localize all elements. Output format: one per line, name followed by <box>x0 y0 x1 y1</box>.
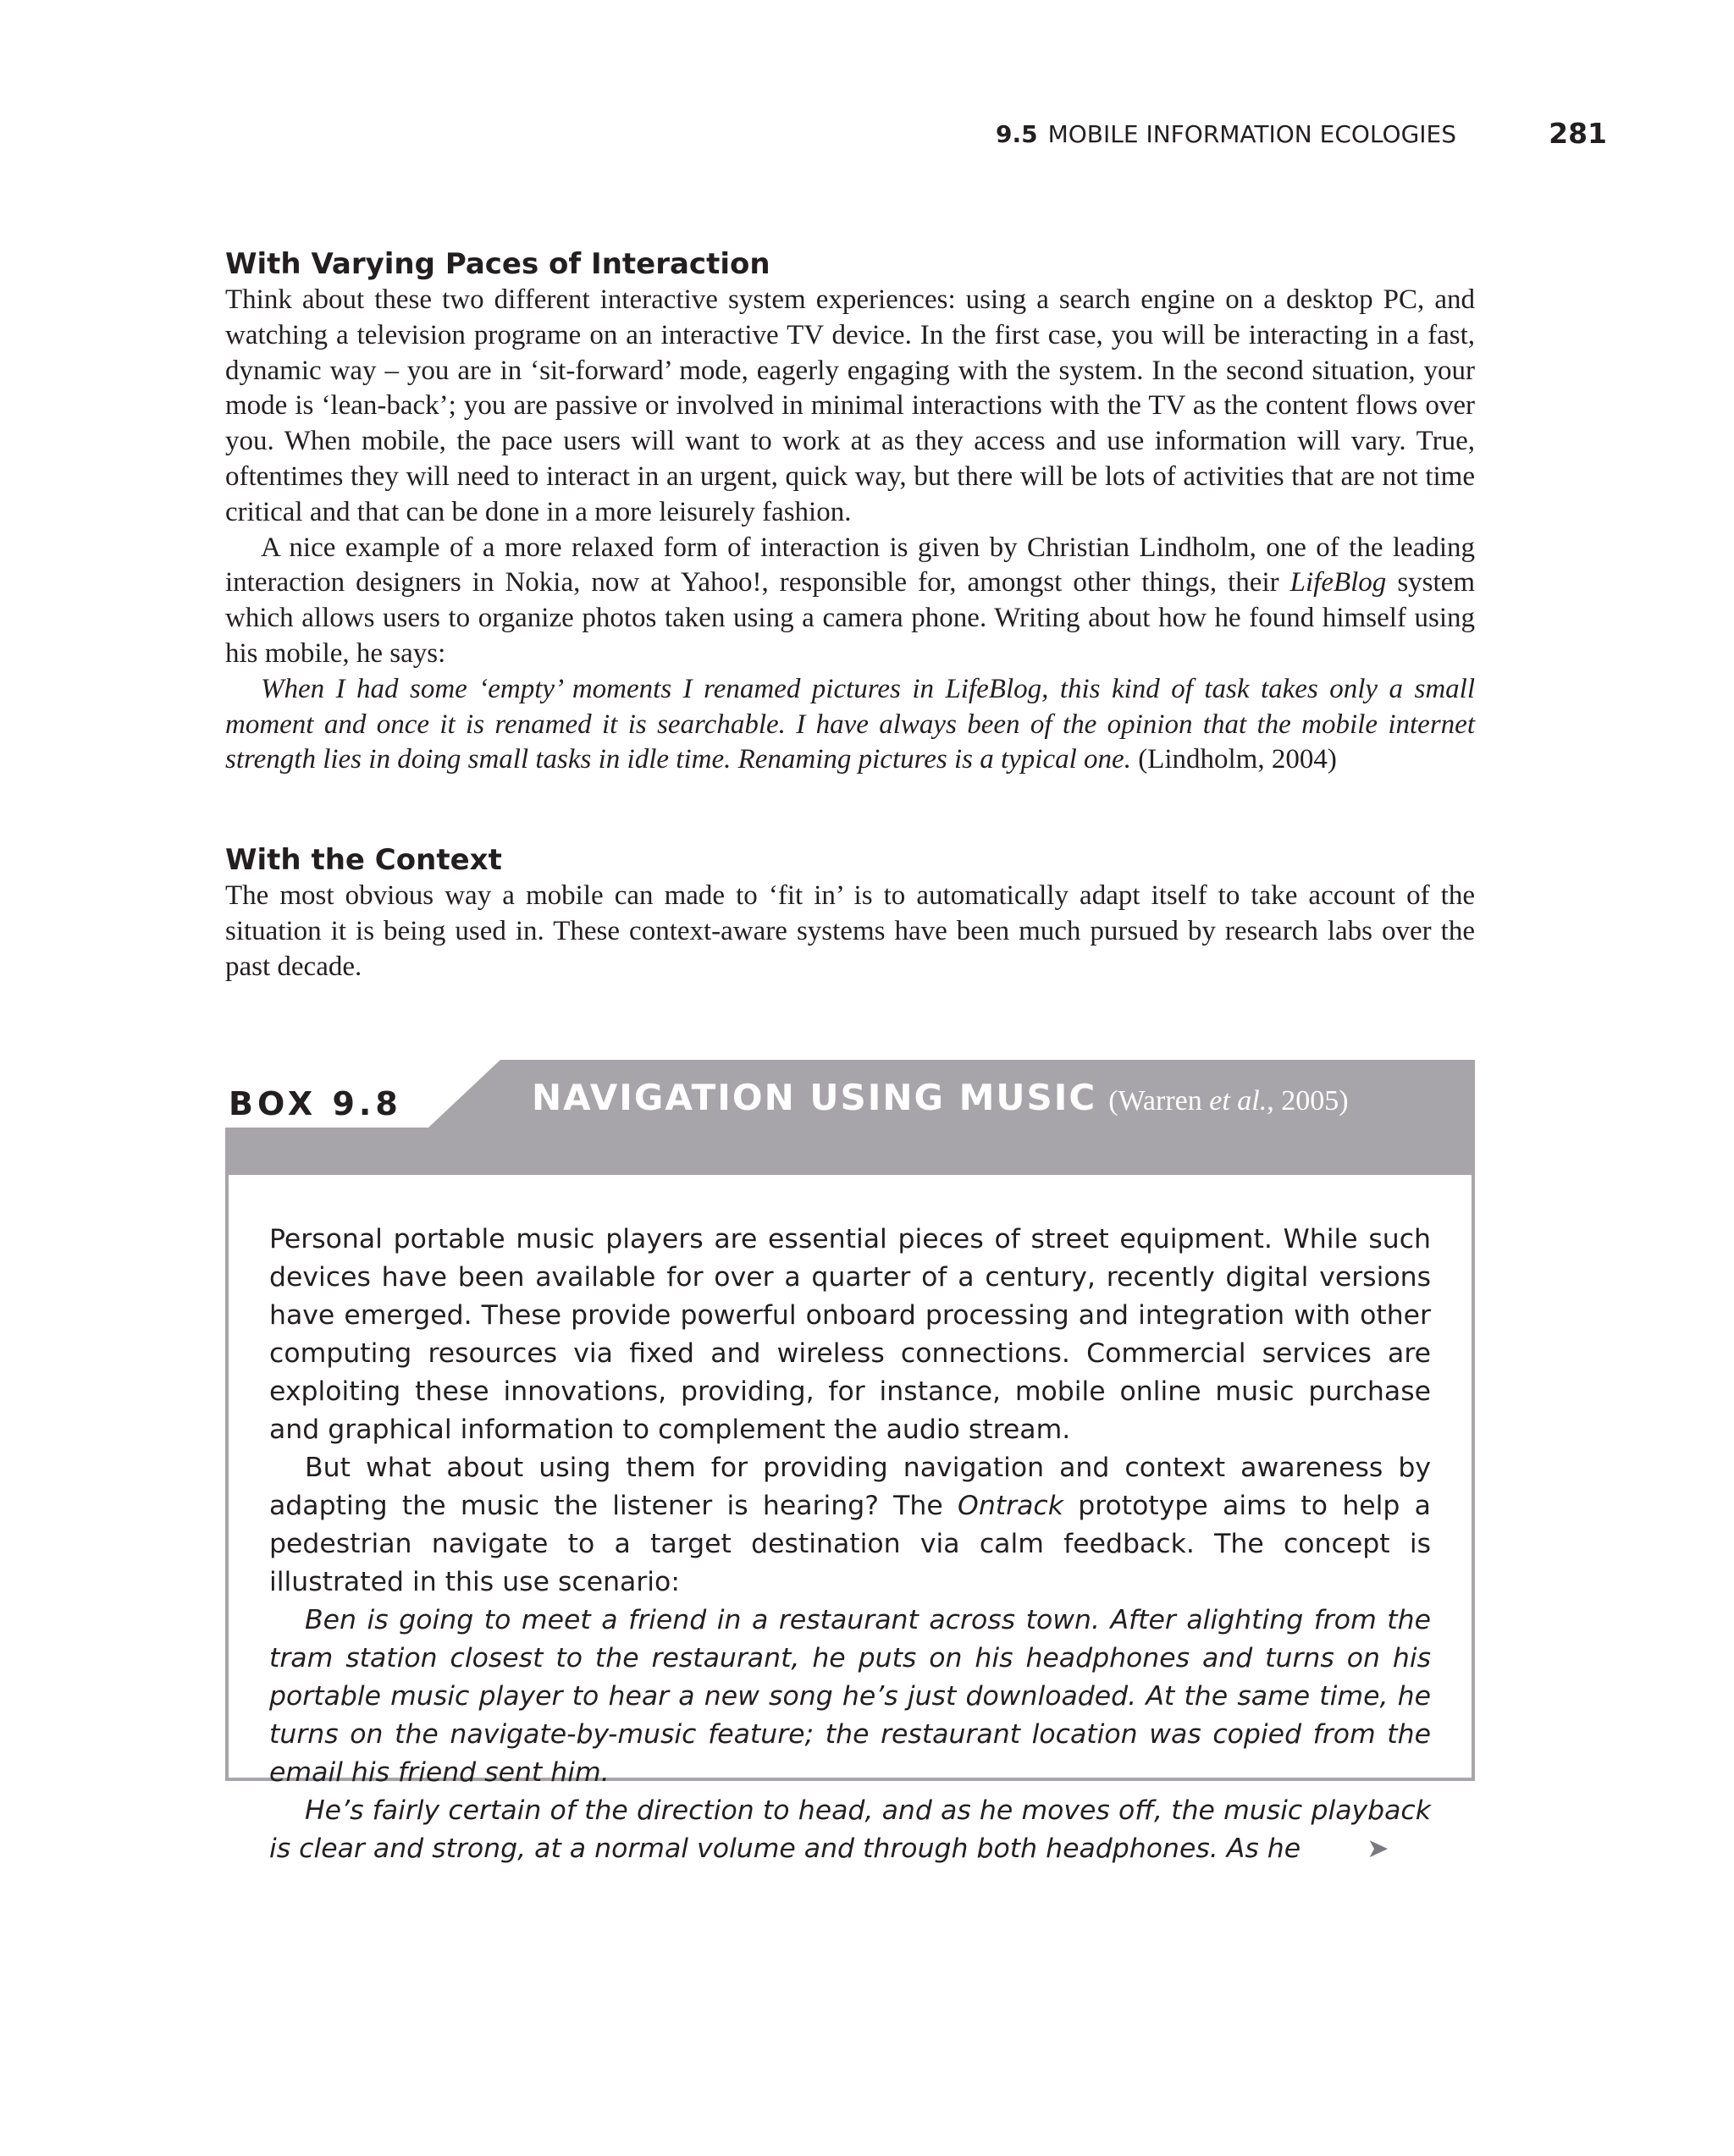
paragraph: The most obvious way a mobile can made to ‘fit in’ is to automatically adapt itself to take account of the situation it is being used in. These context-aware systems have been much pursued by research labs over the past decade. <box>225 880 1475 982</box>
running-head <box>996 117 1607 154</box>
section-title: MOBILE INFORMATION ECOLOGIES <box>1047 120 1456 148</box>
box-attribution: (Warren et al., 2005) <box>1108 1085 1349 1117</box>
section-heading: With Varying Paces of Interaction <box>225 247 770 281</box>
quote-citation: (Lindholm, 2004) <box>1138 744 1337 775</box>
paragraph: Think about these two different interactive system experiences: using a search engine on a desktop PC, and watching a television programe on an interactive TV device. In the first case, you will be interacting in a fast, dynamic way – you are in ‘sit-forward’ mode, eagerly engaging with the system. In the second situation, your mode is ‘lean-back’; you are passive or involved in minimal interactions with the TV as the content flows over you. When mobile, the pace users will want to work at as they access and use information will vary. True, oftentimes they will need to interact in an urgent, quick way, but there will be lots of activities that are not time critical and that can be done in a more leisurely fashion. <box>225 284 1475 527</box>
box-text <box>269 1221 1431 1868</box>
box-title: NAVIGATION USING MUSIC (Warren et al., 2005) <box>532 1077 1349 1118</box>
block-quote: When I had some ‘empty’ moments I renamed pictures in LifeBlog, this kind of task takes only a small moment and once it is renamed it is searchable. I have always been of the opinion that the mobile internet strength lies in doing small tasks in idle time. Renaming pictures is a typical one. (Lindholm, 2004) <box>225 673 1475 775</box>
scenario-paragraph: Ben is going to meet a friend in a restaurant across town. After alighting from the tram station closest to the restaurant, he puts on his headphones and turns on his portable music player to hear a new song he’s just downloaded. At the same time, he turns on the navigate-by-music feature; the restaurant location was copied from the email his friend sent him. <box>269 1605 1431 1788</box>
section-heading: With the Context <box>225 843 502 877</box>
paragraph: A nice example of a more relaxed form of interaction is given by Christian Lindholm, one of the leading interaction designers in Nokia, now at Yahoo!, responsible for, amongst other things, their LifeBlog system which allows users to organize photos taken using a camera phone. Writing about how he found himself using his mobile, he says: <box>225 532 1476 669</box>
section-number: 9.5 <box>996 120 1038 148</box>
scenario-paragraph: He’s fairly certain of the direction to head, and as he moves off, the music playback is clear and strong, at a normal volume and through both headphones. As he ➤ <box>269 1792 1431 1868</box>
box-body <box>225 1175 1475 1864</box>
box-label: BOX 9.8 <box>229 1085 402 1122</box>
continue-arrow-icon: ➤ <box>1367 1833 1389 1864</box>
box-paragraph: But what about using them for providing navigation and context awareness by adapting the music the listener is hearing? The Ontrack prototype aims to help a pedestrian navigate to a target destination via calm feedback. The concept is illustrated in this use scenario: <box>269 1453 1431 1597</box>
emphasis: Ontrack <box>958 1491 1063 1521</box>
page-number: 281 <box>1549 117 1607 150</box>
section-varying-paces <box>225 245 1475 778</box>
box-9-8 <box>225 1060 1475 1896</box>
emphasis: LifeBlog <box>1289 567 1387 598</box>
box-paragraph: Personal portable music players are essential pieces of street equipment. While such devices have been available for over a quarter of a century, recently digital versions have emerged. These provide powerful onboard processing and integration with other computing resources via fixed and wireless connections. Commercial services are exploiting these innovations, providing, for instance, mobile online music purchase and graphical information to complement the audio stream. <box>269 1224 1431 1445</box>
section-context <box>225 841 1475 984</box>
